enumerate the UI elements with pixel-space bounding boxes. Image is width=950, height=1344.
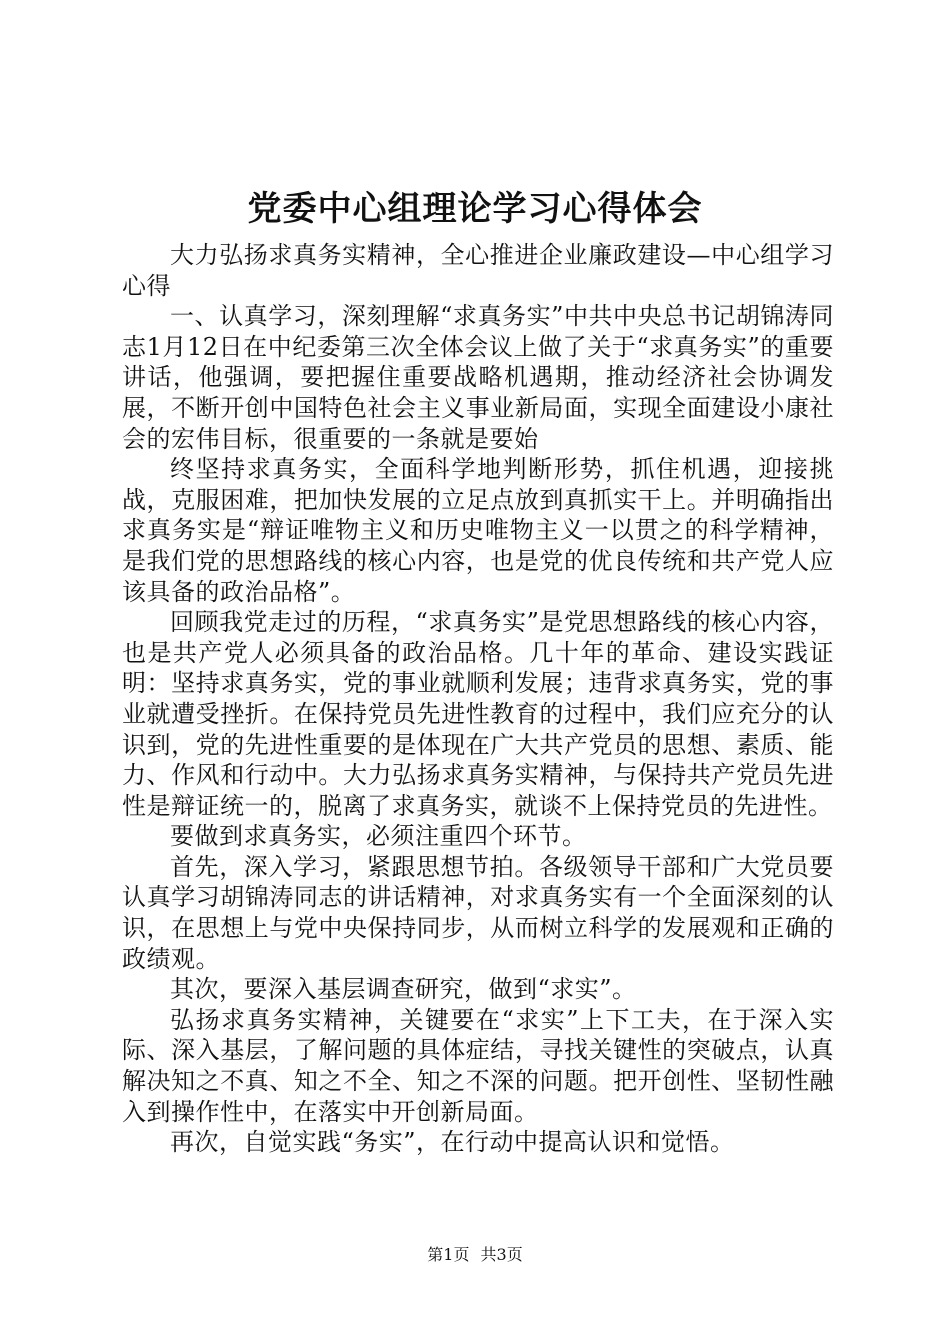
paragraph: 回顾我党走过的历程，“求真务实”是党思想路线的核心内容，也是共产党人必须具备的政治品格。几十年的革命、建设实践证明：坚持求真务实，党的事业就顺利发展；违背求真务实，党的事业就遭受挫折。在保持党员先进性教育的过程中，我们应充分的认识到，党的先进性重要的是体现在广大共产党员的思想、素质、能力、作风和行动中。大力弘扬求真务实精神，与保持共产党员先进性是辩证统一的，脱离了求真务实，就谈不上保持党员的先进性。: [122, 608, 834, 820]
page-footer: [0, 1244, 950, 1266]
paragraph: 要做到求真务实，必须注重四个环节。: [170, 822, 587, 851]
paragraph: 一、认真学习，深刻理解“求真务实”中共中央总书记胡锦涛同志1月12日在中纪委第三次全体会议上做了关于“求真务实”的重要讲话，他强调，要把握住重要战略机遇期，推动经济社会协调发展，不断开创中国特色社会主义事业新局面，实现全面建设小康社会的宏伟目标，很重要的一条就是要始: [122, 302, 834, 453]
document-title: 党委中心组理论学习心得体会: [247, 189, 703, 229]
paragraph: 其次，要深入基层调查研究，做到“求实”。: [170, 975, 637, 1004]
paragraph: 大力弘扬求真务实精神，全心推进企业廉政建设—中心组学习心得: [122, 241, 834, 300]
paragraph: 首先，深入学习，紧跟思想节拍。各级领导干部和广大党员要认真学习胡锦涛同志的讲话精神，对求真务实有一个全面深刻的认识，在思想上与党中央保持同步，从而树立科学的发展观和正确的政绩观。: [122, 852, 834, 973]
document-body: [122, 240, 834, 1158]
paragraph: 再次，自觉实践“务实”，在行动中提高认识和觉悟。: [170, 1128, 735, 1157]
paragraph: 弘扬求真务实精神，关键要在“求实”上下工夫，在于深入实际、深入基层，了解问题的具体症结，寻找关键性的突破点，认真解决知之不真、知之不全、知之不深的问题。把开创性、坚韧性融入到操作性中，在落实中开创新局面。: [122, 1005, 834, 1126]
paragraph: 终坚持求真务实，全面科学地判断形势，抓住机遇，迎接挑战，克服困难，把加快发展的立足点放到真抓实干上。并明确指出求真务实是“辩证唯物主义和历史唯物主义一以贯之的科学精神，是我们党的思想路线的核心内容，也是党的优良传统和共产党人应该具备的政治品格”。: [122, 455, 834, 606]
page-number: 第1页: [427, 1245, 470, 1264]
page-total: 共3页: [480, 1245, 523, 1264]
